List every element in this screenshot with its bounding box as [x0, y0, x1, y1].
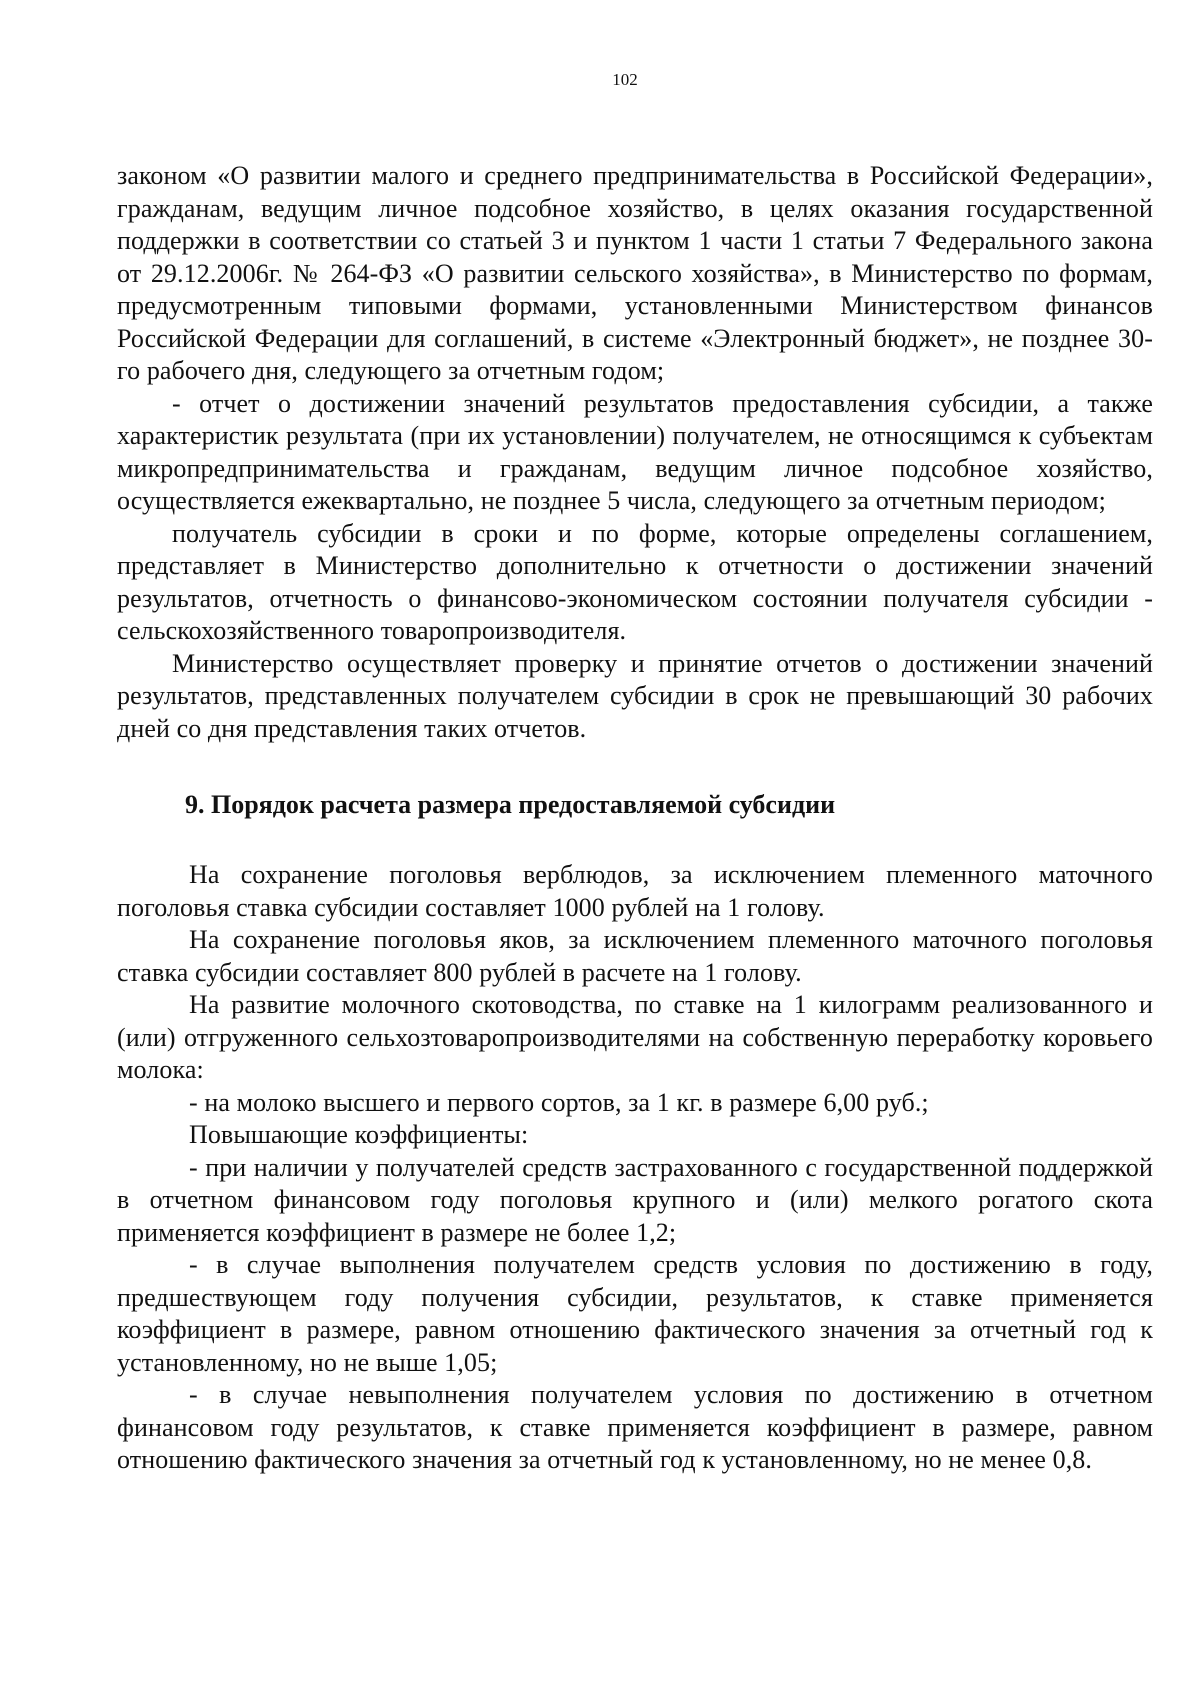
paragraph: На развитие молочного скотоводства, по ставке на 1 килограмм реализованного и (или) отгруженного сельхозтоваропроизводителями на собственную переработку коровьего молока:: [117, 990, 1153, 1084]
paragraph: - в случае невыполнения получателем условия по достижению в отчетном финансовом году результатов, к ставке применяется коэффициент в размере, равном отношению фактического значения за отчетный год к установленному, но не менее 0,8.: [117, 1380, 1153, 1474]
document-body: [117, 160, 1153, 1477]
paragraph: - при наличии у получателей средств застрахованного с государственной поддержкой в отчетном финансовом году поголовья крупного и (или) мелкого рогатого скота применяется коэффициент в размере не более 1,2;: [117, 1152, 1153, 1247]
paragraph: На сохранение поголовья верблюдов, за исключением племенного маточного поголовья ставка субсидии составляет 1000 рублей на 1 голову.: [117, 860, 1153, 922]
paragraph: На сохранение поголовья яков, за исключением племенного маточного поголовья ставка субсидии составляет 800 рублей в расчете на 1 голову.: [117, 925, 1153, 987]
paragraph: получатель субсидии в сроки и по форме, которые определены соглашением, представляет в Министерство дополнительно к отчетности о достижении значений результатов, отчетность о финансово-экономическом состоянии получателя субсидии - сельскохозяйственного товаропроизводителя.: [117, 518, 1153, 645]
paragraph: законом «О развитии малого и среднего предпринимательства в Российской Федерации», гражданам, ведущим личное подсобное хозяйство, в целях оказания государственной поддержки в соответствии со статьей 3 и пунктом 1 части 1 статьи 7 Федерального закона от 29.12.2006г. № 264-ФЗ «О развитии сельского хозяйства», в Министерство по формам, предусмотренным типовыми формами, установленными Министерством финансов Российской Федерации для соглашений, в системе «Электронный бюджет», не позднее 30-го рабочего дня, следующего за отчетным годом;: [117, 161, 1153, 385]
paragraph: Министерство осуществляет проверку и принятие отчетов о достижении значений результатов, представленных получателем субсидии в срок не превышающий 30 рабочих дней со дня представления таких отчетов.: [117, 648, 1153, 743]
paragraph: Повышающие коэффициенты:: [189, 1120, 529, 1149]
paragraph: - в случае выполнения получателем средств условия по достижению в году, предшествующем году получения субсидии, результатов, к ставке применяется коэффициент в размере, равном отношению фактического значения за отчетный год к установленному, но не выше 1,05;: [117, 1250, 1153, 1377]
page-number: 102: [612, 70, 638, 89]
section-heading: 9. Порядок расчета размера предоставляемой субсидии: [185, 790, 836, 819]
paragraph: - на молоко высшего и первого сортов, за 1 кг. в размере 6,00 руб.;: [189, 1087, 929, 1117]
paragraph: - отчет о достижении значений результатов предоставления субсидии, а также характеристик результата (при их установлении) получателем, не относящимся к субъектам микропредпринимательства и гражданам, ведущим личное подсобное хозяйство, осуществляется ежеквартально, не позднее 5 числа, следующего за отчетным периодом;: [117, 388, 1153, 515]
